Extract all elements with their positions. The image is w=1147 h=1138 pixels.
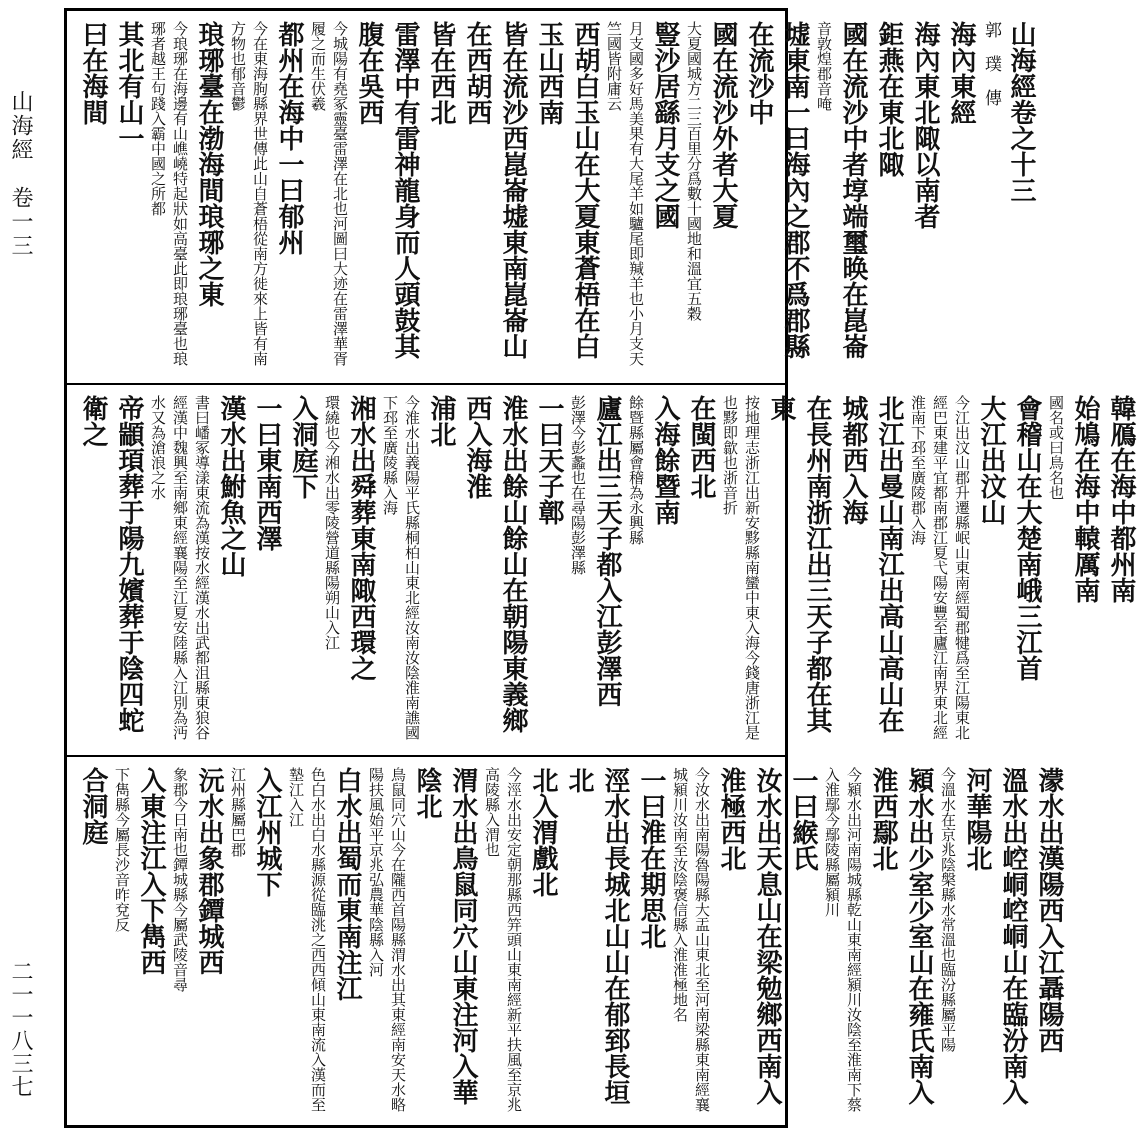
text-column: 國在流沙外者大夏 [708,21,738,229]
text-column: 帝顓頊葬于陽九嬪葬于陰四蛇衛之 [78,395,144,733]
text-column: 浦北 [426,395,456,447]
page-frame [64,8,1136,1128]
margin-page-number: 二一一八三七 [8,960,33,1098]
commentary-column: 今江出汶山郡升遷縣岷山東南經蜀郡犍爲至江陽東北經巴東建平宜都南郡江夏弋陽安豐至廬江南界東北經淮南下邳至廣陵郡入海 [909,395,971,740]
text-column: 合洞庭 [78,767,108,845]
text-column: 潁水出少室少室山在雍氏南入淮西鄢北 [868,767,934,1105]
commentary-column: 月支國多好馬美果有大尾羊如驢尾即羬羊也小月支天竺國皆附庸云 [605,21,645,366]
text-column: 淮水出餘山餘山在朝陽東義鄉西入海淮 [462,395,528,733]
commentary-column: 下雋縣今屬長沙音昨兗反 [113,767,131,932]
text-column: 西胡白玉山在大夏東蒼梧在白玉山西南 [534,21,600,359]
text-column: 漢水出鮒魚之山 [216,395,246,577]
text-column: 沅水出象郡鐔城西 [194,767,224,975]
register-middle [67,385,1136,757]
text-column: 雷澤中有雷神龍身而人頭鼓其腹在吳西 [354,21,420,359]
text-column: 北入渭戲北 [528,767,558,897]
commentary-column: 今潁水出河南陽城縣乾山東南經潁川汝陰至淮南下蔡入淮鄢今鄢陵縣屬潁川 [823,767,863,1112]
text-column: 汝水出天息山在梁勉鄉西南入淮極西北 [716,767,782,1105]
text-column: 溫水出崆峒崆峒山在臨汾南入河華陽北 [962,767,1028,1105]
text-column: 白水出蜀而東南注江 [332,767,362,1001]
text-column: 海內東經 [946,21,976,125]
commentary-column: 象郡今日南也鐔城縣今屬武陵音尋 [171,767,189,992]
commentary-column: 國名或曰鳥名也 [1047,395,1065,500]
text-column: 始鳩在海中轅厲南 [1070,395,1100,603]
commentary-column: 今淮水出義陽平氏縣桐柏山東北經汝南汝陰淮南譙國下邳至廣陵縣入海 [381,395,421,740]
text-column: 入江州城下 [252,767,282,897]
commentary-column: 今溫水在京兆陰槃縣水常溫也臨汾縣屬平陽 [939,767,957,1052]
text-column: 一曰東南西澤 [252,395,282,551]
register-top [67,11,1036,385]
text-column: 渭水出鳥鼠同穴山東注河入華陰北 [412,767,478,1105]
text-column: 皆在西北 [426,21,456,125]
commentary-column: 書曰嶓冢導漾東流為漢按水經漢水出武都沮縣東狼谷經漢中魏興至南鄉東經襄陽至江夏安陸縣入江別為沔水又為滄浪之水 [149,395,211,740]
text-column: 其北有山一 [114,21,144,151]
commentary-column: 音敦煌郡音唵 [815,21,833,111]
commentary-column: 色白水出白水縣源從臨洮之西西傾山東南流入漢而至墊江入江 [287,767,327,1112]
text-column: 廬江出三天子都入江彭澤西 [592,395,622,707]
commentary-column: 按地理志浙江出新安黟縣南蠻中東入海今錢唐浙江是也黟即歙也浙音折 [721,395,761,740]
commentary-column: 環繞也今湘水出零陵營道縣陽朔山入江 [323,395,341,650]
commentary-column: 今在東海朐縣界世傳此山自蒼梧從南方徙來上皆有南方物也郁音鬱 [229,21,269,366]
commentary-column: 江州縣屬巴郡 [229,767,247,857]
text-column: 涇水出長城北山山在郁郅長垣北 [564,767,630,1105]
text-column: 一曰天子鄣 [534,395,564,525]
commentary-column: 今汝水出南陽魯陽縣大盂山東北至河南梁縣東南經襄城潁川汝南至汝陰褒信縣入淮淮極地名 [671,767,711,1112]
text-column: 一曰緱氏 [788,767,818,871]
margin-book-title: 山海經 卷一三 [8,90,33,258]
text-column: 國在流沙中者埻端璽㬇在崑崙 [838,21,868,359]
text-column: 一曰淮在期思北 [636,767,666,949]
text-column: 入海餘暨南 [650,395,680,525]
text-column: 在長州南浙江出三天子都在其東 [766,395,832,733]
text-column: 入洞庭下 [288,395,318,499]
text-column: 鉅燕在東北陬 [874,21,904,177]
text-column: 在閩西北 [686,395,716,499]
commentary-column: 大夏國城方二三百里分爲數十國地和溫宜五穀 [685,21,703,321]
commentary-column: 今城陽有堯冢靈臺雷澤在北也河圖曰大迹在雷澤華胥履之而生伏羲 [309,21,349,366]
text-column: 韓鴈在海中都州南 [1106,395,1136,603]
text-column: 會稽山在大楚南峨三江首 [1012,395,1042,681]
text-column: 大江出汶山 [976,395,1006,525]
text-column: 皆在流沙西崑崙墟東南崑崙山在西胡西 [462,21,528,359]
register-bottom [67,757,1064,1125]
text-column: 北江出曼山南江出高山高山在城都西入海 [838,395,904,733]
commentary-column: 鳥鼠同穴山今在隴西首陽縣渭水出其東經南安天水略陽扶風始平京兆弘農華陰縣入河 [367,767,407,1112]
text-column: 墟東南一曰海內之郡不爲郡縣在流沙中 [744,21,810,359]
text-column: 曰在海間 [78,21,108,125]
text-column: 山海經卷之十三 [1006,21,1036,203]
text-column: 湘水出舜葬東南陬西環之 [346,395,376,681]
commentary-column: 今涇水出安定朝那縣西笄頭山東南經新平扶風至京兆高陵縣入渭也 [483,767,523,1112]
text-column: 都州在海中一曰郁州 [274,21,304,255]
text-column: 琅琊臺在渤海間琅琊之東 [194,21,224,307]
text-column: 郭 璞 傳 [981,21,1001,106]
register-top-columns [67,11,1047,383]
text-column: 豎沙居繇月支之國 [650,21,680,229]
register-bottom-columns [67,757,1075,1125]
register-middle-columns [67,385,1147,755]
text-column: 入東注江入下雋西 [136,767,166,975]
text-column: 濛水出漢陽西入江聶陽西 [1034,767,1064,1053]
commentary-column: 彭澤今彭蠡也在尋陽彭澤縣 [569,395,587,575]
text-column: 海內東北陬以南者 [910,21,940,229]
commentary-column: 今琅琊在海邊有山嶕嶢特起狀如高臺此即琅琊臺也琅琊者越王句踐入霸中國之所都 [149,21,189,366]
commentary-column: 餘暨縣屬會稽為永興縣 [627,395,645,545]
